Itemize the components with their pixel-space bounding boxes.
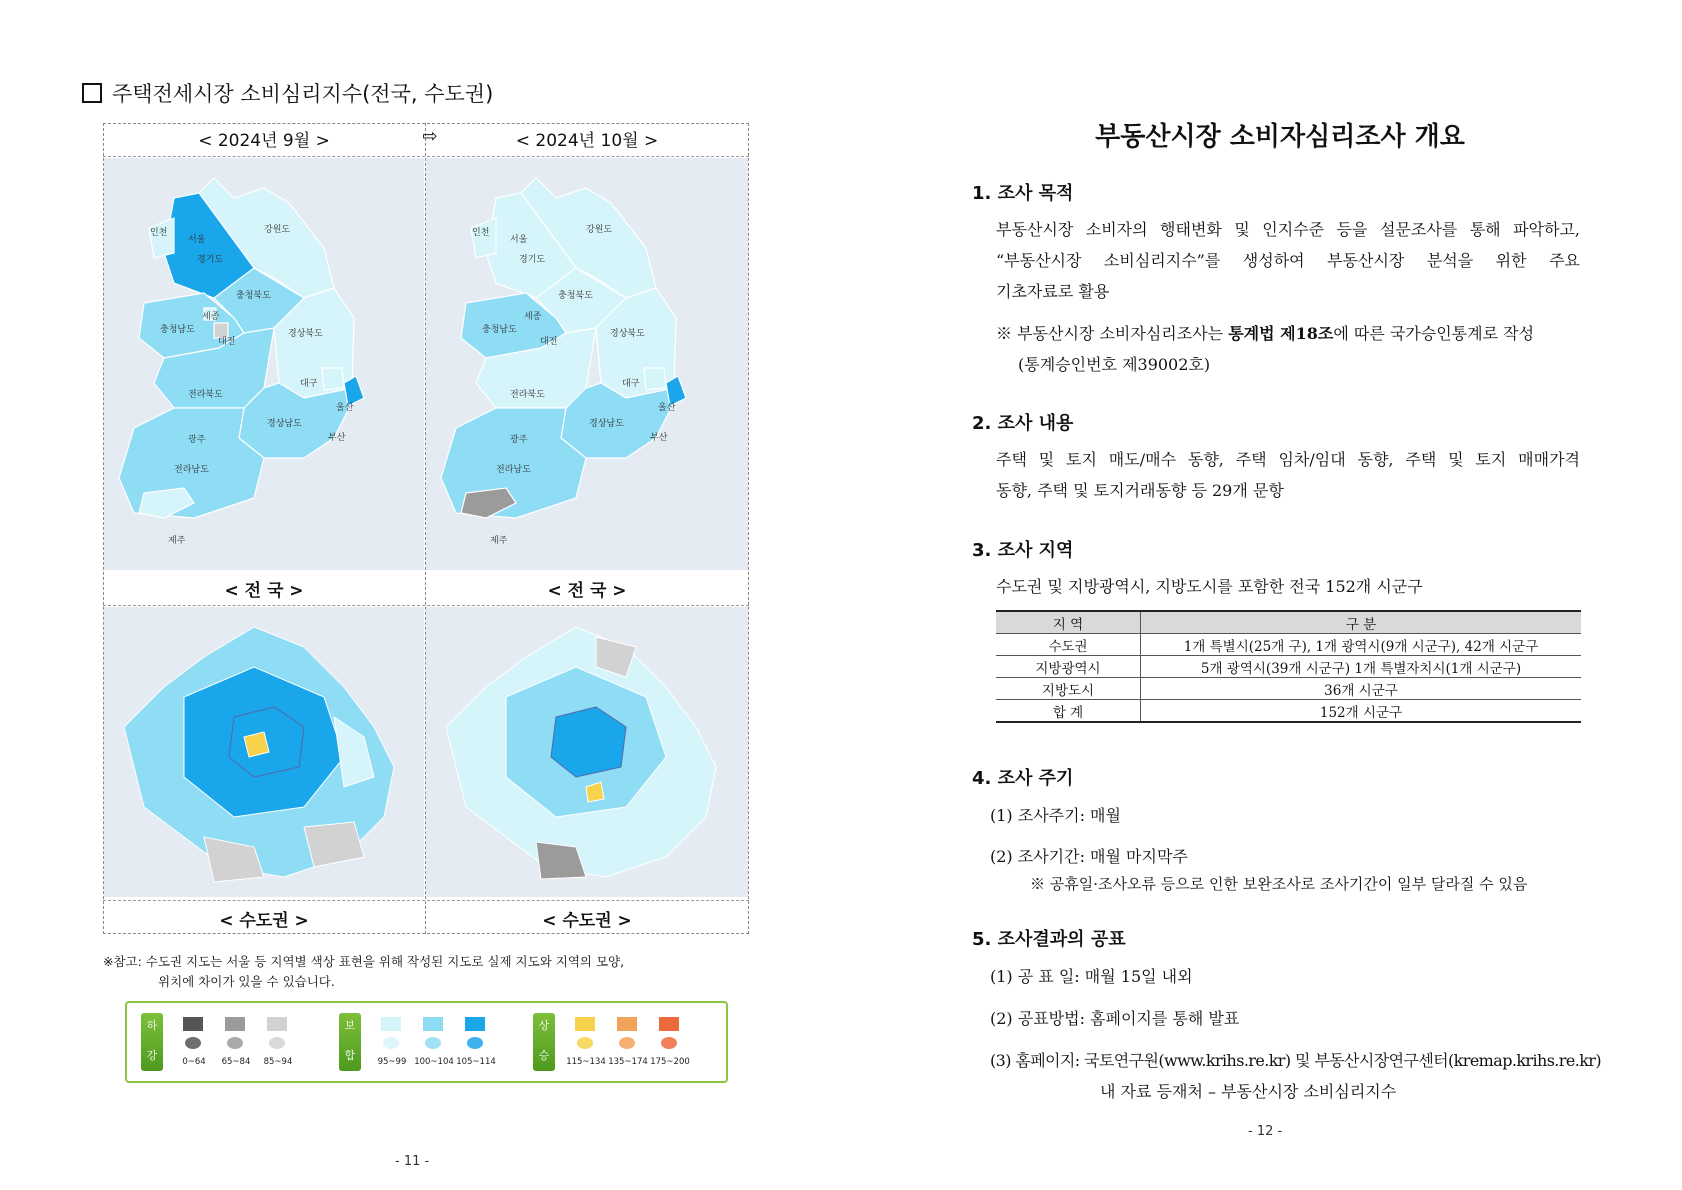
caption-national-right: < 전 국 > [547, 581, 627, 601]
caption-capital-right: < 수도권 > [542, 911, 632, 931]
arrow-right-icon: ⇨ [422, 126, 438, 147]
page-number-right: - 12 - [1248, 1124, 1283, 1139]
legend-range-label: 95~99 [377, 1057, 407, 1067]
table-cell: 152개 시군구 [1141, 700, 1582, 723]
legend-swatch [267, 1017, 287, 1031]
list-item-continued: 내 자료 등재처 – 부동산시장 소비심리지수 [1100, 1082, 1397, 1101]
map-region-label: 세종 [524, 312, 542, 322]
legend-range-label: 85~94 [263, 1057, 293, 1067]
list-note: ※ 공휴일·조사오류 등으로 인한 보완조사로 조사기간이 일부 달라질 수 있음 [1030, 875, 1528, 893]
map-region-label: 부산 [328, 433, 346, 443]
legend-range-label: 105~114 [456, 1057, 496, 1067]
weather-icon [661, 1037, 677, 1049]
paragraph: 부동산시장 소비자의 행태변화 및 인지수준 등을 설문조사를 통해 파악하고, [996, 220, 1580, 239]
map-region-label: 경상북도 [288, 329, 323, 339]
map-region-label: 경기도 [519, 255, 546, 265]
map-region-label: 대구 [622, 379, 640, 389]
map-region-label: 대구 [300, 379, 318, 389]
region-daegu [322, 368, 344, 390]
weather-icon [577, 1037, 593, 1049]
legend-swatch [381, 1017, 401, 1031]
map-region-label: 대전 [218, 337, 236, 347]
legend-swatch [423, 1017, 443, 1031]
legend-group-bar [533, 1013, 555, 1071]
divider [103, 156, 749, 157]
legend-range-label: 0~64 [182, 1057, 206, 1067]
map-region-label: 전라북도 [510, 390, 545, 400]
heading-content: 2. 조사 내용 [972, 413, 1074, 434]
legend-group-bar [339, 1013, 361, 1071]
weather-icon [619, 1037, 635, 1049]
table-cell: 36개 시군구 [1141, 678, 1582, 700]
note-text: 에 따른 국가승인통계로 작성 [1333, 324, 1535, 343]
note-bold: 통계법 제18조 [1228, 324, 1334, 343]
table-row [996, 700, 1581, 723]
paragraph: “부동산시장 소비심리지수”를 생성하여 부동산시장 분석을 위한 주요 [996, 251, 1580, 270]
checkbox-square-icon [82, 83, 102, 103]
map-region-label: 제주 [168, 536, 186, 546]
map-region-label: 경기도 [197, 255, 224, 265]
map-region-label: 울산 [658, 403, 676, 413]
note-text: ※ 부동산시장 소비자심리조사는 [996, 324, 1229, 343]
paragraph: 수도권 및 지방광역시, 지방도시를 포함한 전국 152개 시군구 [996, 577, 1423, 596]
statistics-note [996, 318, 1580, 349]
legend-swatch [617, 1017, 637, 1031]
paragraph: 동향, 주택 및 토지거래동향 등 29개 문항 [996, 481, 1284, 500]
legend-range-label: 135~174 [608, 1057, 648, 1067]
capital-map-september [104, 607, 424, 897]
legend-group-label: 강 [146, 1049, 158, 1062]
weather-icon [269, 1037, 285, 1049]
legend-group-bar [141, 1013, 163, 1071]
list-item: (3) 홈페이지: 국토연구원(www.krihs.re.kr) 및 부동산시장연구센터(kremap.krihs.re.kr) [990, 1051, 1601, 1070]
divider [103, 900, 749, 901]
legend-range-label: 65~84 [221, 1057, 251, 1067]
table-header-cell: 구 분 [1141, 611, 1582, 634]
paragraph: 기초자료로 활용 [996, 282, 1110, 301]
map-region-label: 충청남도 [160, 325, 195, 335]
map-region-label: 서울 [510, 235, 528, 245]
map-region-label: 부산 [650, 433, 668, 443]
map-region-label: 인천 [472, 228, 490, 238]
map-region-label: 전라남도 [174, 465, 209, 475]
list-item: (2) 공표방법: 홈페이지를 통해 발표 [990, 1009, 1240, 1028]
map-region-label: 충청남도 [482, 325, 517, 335]
map-region-label: 광주 [510, 435, 528, 445]
page-title: 부동산시장 소비자심리조사 개요 [1095, 122, 1465, 152]
map-region-label: 강원도 [264, 225, 291, 235]
map-region-label: 경상남도 [589, 419, 624, 429]
caption-national-left: < 전 국 > [224, 581, 304, 601]
heading-publication: 5. 조사결과의 공표 [972, 929, 1126, 950]
weather-icon [383, 1037, 399, 1049]
legend-range-label: 115~134 [566, 1057, 606, 1067]
table-row [996, 678, 1581, 700]
region-incheon [149, 218, 174, 258]
list-item: (2) 조사기간: 매월 마지막주 [990, 847, 1188, 866]
weather-icon [467, 1037, 483, 1049]
legend-swatch [225, 1017, 245, 1031]
weather-icon [185, 1037, 201, 1049]
divider [103, 605, 749, 606]
note-line: ※참고: 수도권 지도는 서울 등 지역별 색상 표현을 위해 작성된 지도로 실제 지도와 지역의 모양, [103, 954, 625, 969]
legend-swatch [659, 1017, 679, 1031]
map-region-label: 제주 [490, 536, 508, 546]
color-legend [125, 1001, 728, 1083]
table-row [996, 634, 1581, 656]
note-line: 위치에 차이가 있을 수 있습니다. [158, 974, 335, 989]
table-cell: 5개 광역시(39개 시군구) 1개 특별자치시(1개 시군구) [1141, 656, 1582, 678]
table-header-row [996, 611, 1581, 634]
legend-swatch [575, 1017, 595, 1031]
map-region-label: 대전 [540, 337, 558, 347]
legend-group-label: 하 [146, 1019, 158, 1032]
heading-region: 3. 조사 지역 [972, 540, 1074, 561]
region-table [996, 610, 1581, 723]
section-title: 주택전세시장 소비심리지수(전국, 수도권) [82, 78, 493, 108]
legend-range-label: 175~200 [650, 1057, 690, 1067]
national-map-october [426, 158, 748, 570]
weather-icon [425, 1037, 441, 1049]
heading-purpose: 1. 조사 목적 [972, 183, 1074, 204]
table-cell: 합 계 [996, 700, 1141, 723]
table-cell: 수도권 [996, 634, 1141, 656]
map-region-label: 세종 [202, 312, 220, 322]
map-region-label: 충청북도 [558, 291, 593, 301]
map-region-label: 충청북도 [236, 291, 271, 301]
list-item: (1) 공 표 일: 매월 15일 내외 [990, 967, 1193, 986]
table-row [996, 656, 1581, 678]
map-region-label: 울산 [336, 403, 354, 413]
table-cell: 지방도시 [996, 678, 1141, 700]
map-region-label: 강원도 [586, 225, 613, 235]
map-region-label: 전라남도 [496, 465, 531, 475]
map-region-label: 광주 [188, 435, 206, 445]
legend-group-label: 상 [538, 1019, 550, 1032]
page-number-left: - 11 - [395, 1154, 430, 1169]
national-map-september [104, 158, 424, 570]
map-note [103, 952, 763, 992]
statistics-note-line2: (통계승인번호 제39002호) [1018, 355, 1211, 374]
legend-group-label: 승 [538, 1049, 550, 1062]
month-header-right: < 2024년 10월 > [515, 131, 659, 151]
legend-swatch [183, 1017, 203, 1031]
legend-range-label: 100~104 [414, 1057, 454, 1067]
map-region-label: 경상남도 [267, 419, 302, 429]
legend-group-label: 보 [344, 1019, 356, 1032]
table-cell: 1개 특별시(25개 구), 1개 광역시(9개 시군구), 42개 시군구 [1141, 634, 1582, 656]
capital-map-october [426, 607, 748, 897]
map-region-label: 인천 [150, 228, 168, 238]
list-item: (1) 조사주기: 매월 [990, 806, 1121, 825]
table-cell: 지방광역시 [996, 656, 1141, 678]
legend-group-label: 합 [344, 1049, 356, 1062]
map-region-label: 서울 [188, 235, 206, 245]
map-region-label: 전라북도 [188, 390, 223, 400]
legend-swatch [465, 1017, 485, 1031]
caption-capital-left: < 수도권 > [219, 911, 309, 931]
map-region-label: 경상북도 [610, 329, 645, 339]
month-header-left: < 2024년 9월 > [198, 131, 330, 151]
heading-cycle: 4. 조사 주기 [972, 768, 1074, 789]
weather-icon [227, 1037, 243, 1049]
paragraph: 주택 및 토지 매도/매수 동향, 주택 임차/임대 동향, 주택 및 토지 매매가격 [996, 450, 1580, 469]
table-header-cell: 지 역 [996, 611, 1141, 634]
